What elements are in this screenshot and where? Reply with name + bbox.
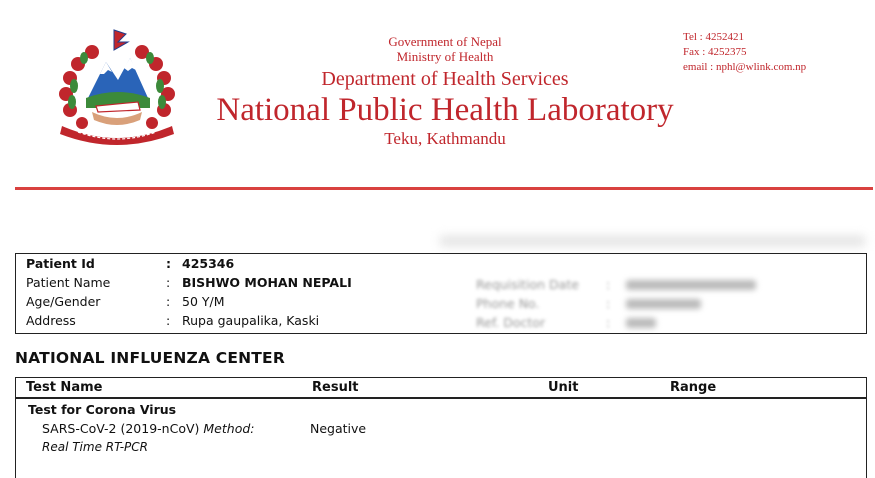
phone-redacted bbox=[626, 299, 701, 309]
address-value: Rupa gaupalika, Kaski bbox=[182, 313, 320, 328]
ref-doctor-label: Ref. Doctor bbox=[476, 315, 546, 330]
age-gender-value: 50 Y/M bbox=[182, 294, 225, 309]
requisition-date-label: Requisition Date bbox=[476, 277, 579, 292]
col-result: Result bbox=[312, 380, 359, 395]
nepal-emblem-logo bbox=[48, 28, 186, 146]
section-title: NATIONAL INFLUENZA CENTER bbox=[15, 349, 285, 367]
contact-info bbox=[683, 30, 806, 75]
colon: : bbox=[166, 256, 171, 271]
colon: : bbox=[166, 275, 171, 290]
method-label: Method: bbox=[203, 421, 255, 436]
colon: : bbox=[606, 277, 611, 292]
department-line: Department of Health Services bbox=[321, 68, 569, 90]
requisition-date-redacted bbox=[626, 280, 756, 290]
patient-id-value: 425346 bbox=[182, 256, 235, 271]
test-row bbox=[42, 421, 254, 436]
lab-letterhead bbox=[180, 34, 710, 150]
colon: : bbox=[606, 315, 611, 330]
email-line: email : nphl@wlink.com.np bbox=[683, 61, 807, 73]
colon: : bbox=[166, 294, 171, 309]
fax-line: Fax : 4252375 bbox=[683, 46, 747, 58]
tel-line: Tel : 4252421 bbox=[683, 31, 744, 43]
lab-name: National Public Health Laboratory bbox=[216, 92, 674, 128]
header-divider bbox=[15, 187, 873, 190]
colon: : bbox=[166, 313, 171, 328]
results-table bbox=[15, 377, 867, 478]
colon: : bbox=[606, 296, 611, 311]
test-name: SARS-CoV-2 (2019-nCoV) bbox=[42, 421, 200, 436]
lab-location: Teku, Kathmandu bbox=[384, 129, 506, 148]
test-group-title: Test for Corona Virus bbox=[28, 402, 177, 417]
patient-id-label: Patient Id bbox=[26, 256, 95, 271]
col-range: Range bbox=[670, 380, 717, 395]
patient-name-label: Patient Name bbox=[26, 275, 111, 290]
col-unit: Unit bbox=[548, 380, 579, 395]
test-result: Negative bbox=[310, 421, 367, 436]
government-line: Government of Nepal bbox=[388, 34, 502, 49]
ref-doctor-redacted bbox=[626, 318, 656, 328]
ministry-line: Ministry of Health bbox=[396, 49, 494, 64]
patient-info-box bbox=[15, 253, 867, 334]
redacted-strip bbox=[440, 236, 865, 246]
age-gender-label: Age/Gender bbox=[26, 294, 101, 309]
header-underline bbox=[16, 397, 866, 399]
address-label: Address bbox=[26, 313, 76, 328]
phone-label: Phone No. bbox=[476, 296, 540, 311]
col-test-name: Test Name bbox=[26, 380, 103, 395]
patient-name-value: BISHWO MOHAN NEPALI bbox=[182, 275, 352, 290]
method-value: Real Time RT-PCR bbox=[42, 440, 149, 454]
